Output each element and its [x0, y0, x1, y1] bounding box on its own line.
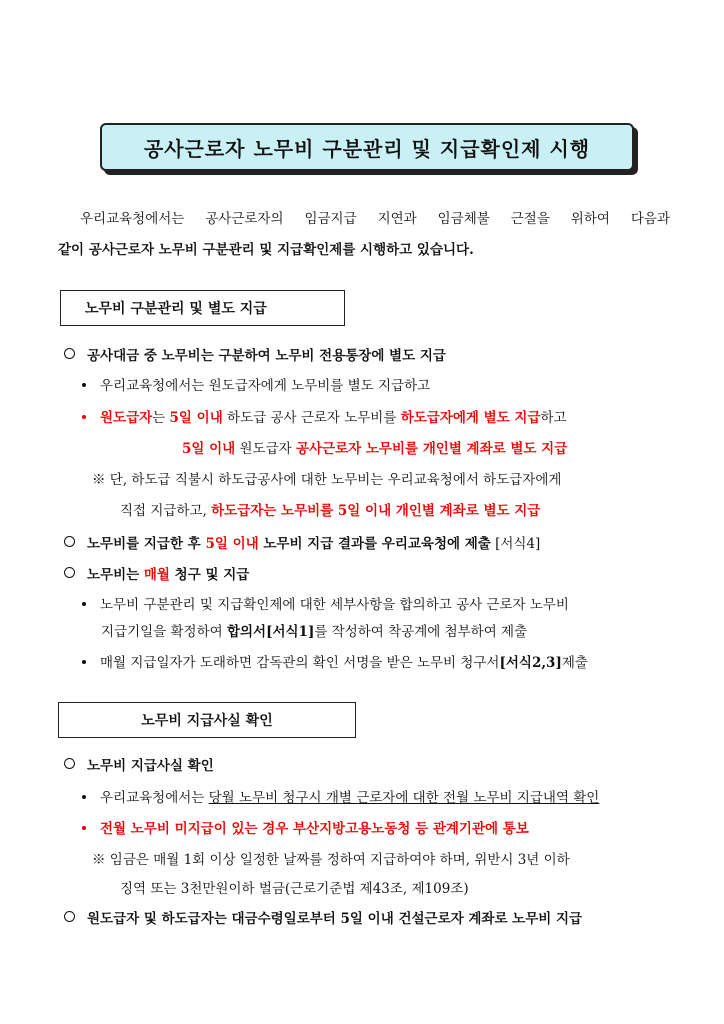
dot-bullet-icon — [82, 602, 86, 606]
list-item: 노무비 지급사실 확인 — [64, 754, 214, 774]
section-heading-2 — [58, 702, 356, 738]
circle-bullet-icon — [64, 348, 75, 359]
list-item: 우리교육청에서는 당월 노무비 청구시 개별 근로자에 대한 전월 노무비 지급내역 확인 — [82, 786, 599, 806]
note-line: 징역 또는 3천만원이하 벌금(근로기준법 제43조, 제109조) — [120, 881, 469, 897]
list-item: 노무비 구분관리 및 지급확인제에 대한 세부사항을 합의하고 공사 근로자 노무비 — [82, 593, 569, 613]
dot-bullet-icon — [82, 383, 86, 387]
dot-bullet-icon — [82, 826, 86, 830]
section-heading-2-text: 노무비 지급사실 확인 — [141, 713, 273, 729]
note-line: 직접 지급하고, 하도급자는 노무비를 5일 이내 개인별 계좌로 별도 지급 — [120, 503, 541, 519]
circle-bullet-icon — [64, 567, 75, 578]
list-item-continued: 지급기일을 확정하여 합의서[서식1]를 작성하여 착공계에 첨부하여 제출 — [101, 624, 528, 640]
circle-bullet-icon — [64, 758, 75, 769]
note-line: ※ 임금은 매월 1회 이상 일정한 날짜를 정하여 지급하여야 하며, 위반시 3년 이하 — [92, 852, 570, 868]
dot-bullet-icon — [82, 795, 86, 799]
intro-paragraph — [58, 204, 670, 266]
list-item: 우리교육청에서는 원도급자에게 노무비를 별도 지급하고 — [82, 374, 430, 394]
intro-line-1: 우리교육청에서는 공사근로자의 임금지급 지연과 임금체불 근절을 위하여 다음과 — [80, 211, 670, 227]
list-item: 노무비는 매월 청구 및 지급 — [64, 563, 249, 583]
list-item: 매월 지급일자가 도래하면 감독관의 확인 서명을 받은 노무비 청구서[서식2,3]제출 — [82, 651, 588, 671]
list-item: 원도급자 및 하도급자는 대금수령일로부터 5일 이내 건설근로자 계좌로 노무비 지급 — [64, 907, 582, 927]
dot-bullet-icon — [82, 415, 86, 419]
list-item: 원도급자는 5일 이내 하도급 공사 근로자 노무비를 하도급자에게 별도 지급하고 — [82, 406, 567, 426]
section-heading-1-text: 노무비 구분관리 및 별도 지급 — [85, 301, 267, 317]
note-line: ※ 단, 하도급 직불시 하도급공사에 대한 노무비는 우리교육청에서 하도급자에게 — [92, 472, 562, 488]
list-item: 공사대금 중 노무비는 구분하여 노무비 전용통장에 별도 지급 — [64, 344, 446, 364]
page-title: 공사근로자 노무비 구분관리 및 지급확인제 시행 — [143, 136, 591, 161]
dot-bullet-icon — [82, 660, 86, 664]
list-item: 노무비를 지급한 후 5일 이내 노무비 지급 결과를 우리교육청에 제출 [서식4] — [64, 532, 540, 552]
section-heading-1 — [60, 290, 345, 326]
intro-line-2: 같이 공사근로자 노무비 구분관리 및 지급확인제를 시행하고 있습니다. — [58, 242, 474, 258]
list-item: 5일 이내 원도급자 공사근로자 노무비를 개인별 계좌로 별도 지급 — [182, 441, 568, 457]
list-item: 전월 노무비 미지급이 있는 경우 부산지방고용노동청 등 관계기관에 통보 — [82, 817, 529, 837]
page-title-box — [100, 123, 634, 171]
circle-bullet-icon — [64, 911, 75, 922]
circle-bullet-icon — [64, 536, 75, 547]
